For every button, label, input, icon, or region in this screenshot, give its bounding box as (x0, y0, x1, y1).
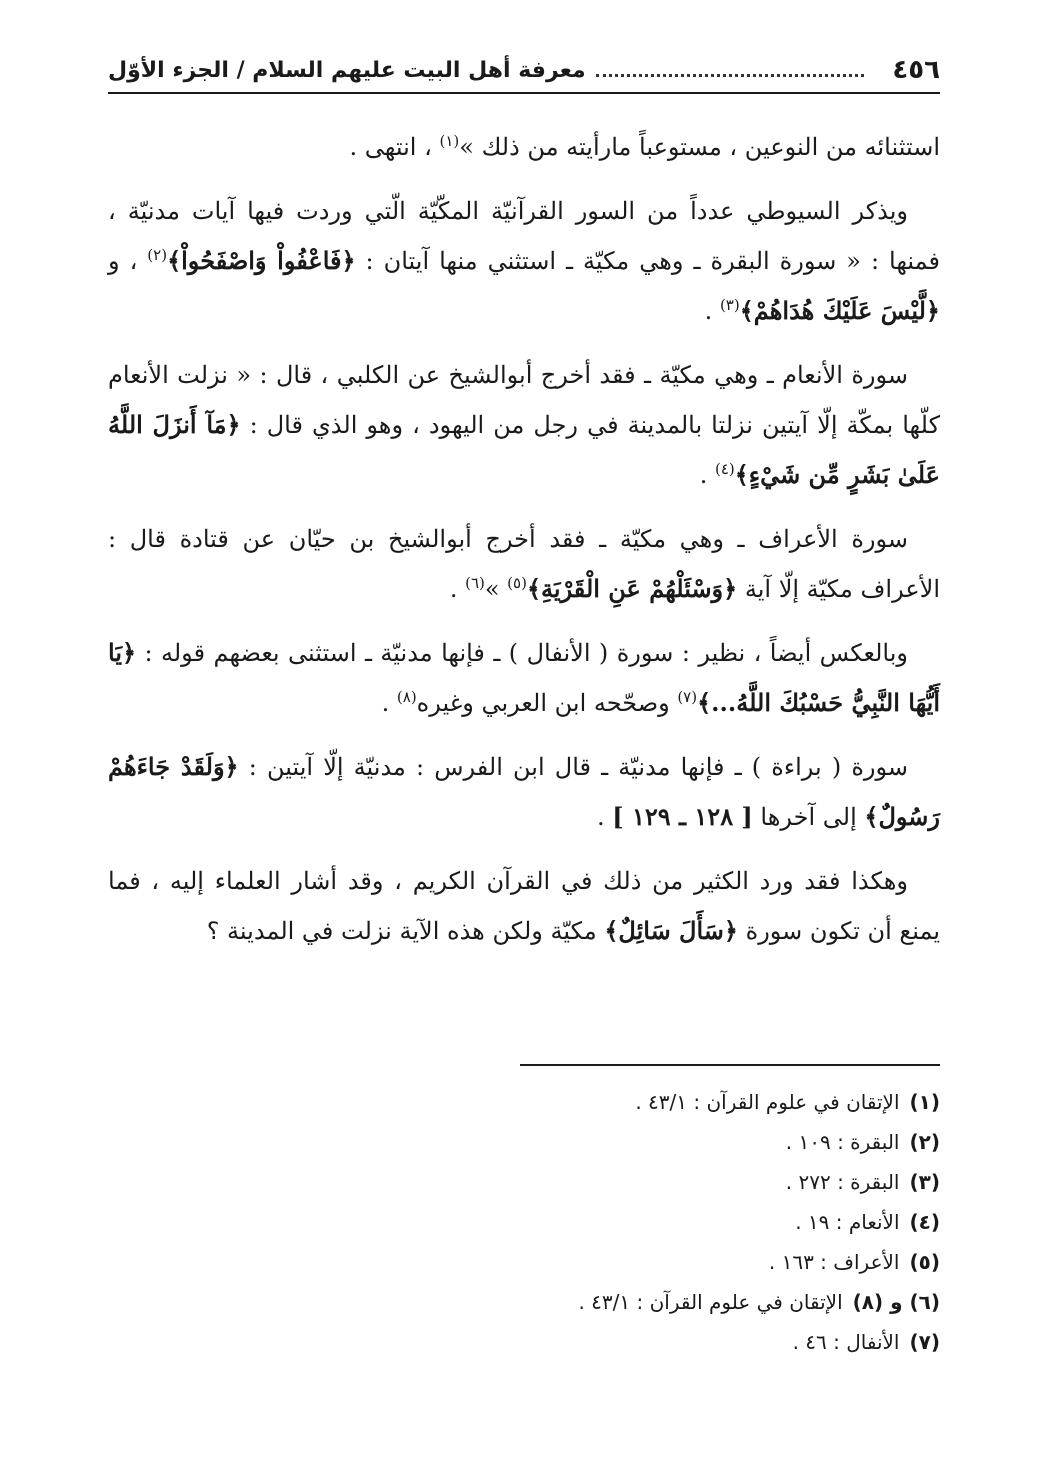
footnote (108, 1162, 940, 1202)
paragraph (108, 350, 940, 500)
footnote-ref: (٨) (396, 688, 417, 706)
body-text-run: سورة الأنعام ـ وهي مكيّة ـ فقد أخرج أبوالشيخ عن الكلبي ، قال : « نزلت الأنعام كلّها بمكّة إلّا آيتين نزلتا بالمدينة في رجل من اليهود ، وهو الذي قال : (108, 361, 940, 439)
body-text-run: . (449, 575, 466, 603)
dot-leader (596, 74, 865, 77)
quran-verse: ﴿مَآ أَنزَلَ اللَّهُ عَلَىٰ بَشَرٍ مِّن شَيْءٍ﴾ (108, 410, 940, 489)
body-text-run: وهكذا فقد ورد الكثير من ذلك في القرآن الكريم ، وقد أشار العلماء إليه ، فما يمنع أن تكون سورة (108, 867, 940, 945)
footnote-number: (٦) و (٨) (852, 1290, 940, 1314)
footnote-ref: (١) (439, 132, 460, 150)
body-text-run: . (704, 297, 720, 325)
footnote (108, 1282, 940, 1322)
body-text-run: ، و (108, 247, 148, 275)
footnote-text: الإتقان في علوم القرآن : ٤٣/١ . (635, 1090, 900, 1114)
footnote-text: البقرة : ٢٧٢ . (785, 1170, 900, 1194)
quran-verse: ﴿يَا أَيُّهَا النَّبِيُّ حَسْبُكَ اللَّهُ...﴾ (108, 638, 940, 717)
header-rule (108, 92, 940, 94)
footnote-number: (٤) (909, 1210, 940, 1234)
body-text-run: . (597, 803, 613, 831)
footnotes (108, 1082, 940, 1362)
footnote-number: (٧) (909, 1330, 940, 1354)
body-text-run: مكيّة ولكن هذه الآية نزلت في المدينة ؟ (206, 917, 605, 945)
body-text-run: استثنائه من النوعين ، مستوعباً مارأيته من ذلك » (459, 133, 940, 161)
footnote-text: البقرة : ١٠٩ . (785, 1130, 900, 1154)
quran-verse: ﴿لَّيْسَ عَلَيْكَ هُدَاهُمْ﴾ (739, 296, 940, 325)
page-header (108, 50, 940, 90)
body-text-run: وبالعكس أيضاً ، نظير : سورة ( الأنفال ) ـ فإنها مدنيّة ـ استثنى بعضهم قوله : (136, 639, 908, 667)
paragraph (108, 856, 940, 956)
footnote-number: (٥) (909, 1250, 940, 1274)
footnote (108, 1082, 940, 1122)
paragraph (108, 186, 940, 336)
footnote-ref: (٣) (719, 296, 740, 314)
footnote-ref: (٢) (147, 246, 168, 264)
body-text-run: وصحّحه ابن العربي وغيره (416, 689, 678, 717)
body-text-run: ، انتهى . (349, 133, 440, 161)
page-number: ٤٥٦ (892, 55, 940, 85)
body-text-run: سورة الأعراف ـ وهي مكيّة ـ فقد أخرج أبوالشيخ بن حيّان عن قتادة قال : الأعراف مكيّة إلّا آية (108, 525, 940, 603)
footnote (108, 1202, 940, 1242)
paragraph (108, 514, 940, 614)
footnote-ref: (٤) (714, 460, 735, 478)
footnote-text: الإتقان في علوم القرآن : ٤٣/١ . (578, 1290, 843, 1314)
paragraph (108, 122, 940, 172)
footnote-text: الأنفال : ٤٦ . (792, 1330, 900, 1354)
footnote-separator (520, 1064, 940, 1066)
paragraph (108, 628, 940, 728)
footnote-number: (٢) (909, 1130, 940, 1154)
quran-verse: ﴿سَأَلَ سَائِلٌ﴾ (604, 916, 738, 945)
quran-verse: ﴿وَسْئَلْهُمْ عَنِ الْقَرْيَةِ﴾ (526, 574, 738, 603)
quran-verse: ﴿وَلَقَدْ جَاءَهُمْ رَسُولٌ﴾ (108, 752, 940, 831)
footnote-ref: (٧) (677, 688, 698, 706)
body-text-run: ويذكر السيوطي عدداً من السور القرآنيّة المكّيّة الّتي وردت فيها آيات مدنيّة ، فمنها : « سورة البقرة ـ وهي مكيّة ـ استثني منها آيتان : (108, 197, 940, 275)
quran-verse: ﴿فَاعْفُواْ وَاصْفَحُواْ﴾ (167, 246, 356, 275)
body-text (108, 122, 940, 970)
body-text-run: . (699, 461, 715, 489)
footnote (108, 1242, 940, 1282)
footnote (108, 1122, 940, 1162)
footnote-number: (١) (909, 1090, 940, 1114)
footnote-ref: (٦) (465, 574, 485, 592)
footnote-number: (٣) (909, 1170, 940, 1194)
footnote-ref: (٥) (507, 574, 527, 592)
quran-verse: [ ١٢٨ ـ ١٢٩ ] (612, 802, 753, 831)
body-text-run: سورة ( براءة ) ـ فإنها مدنيّة ـ قال ابن الفرس : مدنيّة إلّا آيتين : (238, 753, 908, 781)
footnote (108, 1322, 940, 1362)
body-text-run: . (381, 689, 397, 717)
footnote-text: الأعراف : ١٦٣ . (768, 1250, 900, 1274)
running-title: معرفة أهل البيت عليهم السلام / الجزء الأوّل (108, 57, 586, 83)
paragraph (108, 742, 940, 842)
body-text-run: » (484, 575, 508, 603)
footnote-text: الأنعام : ١٩ . (795, 1210, 900, 1234)
body-text-run: إلى آخرها (752, 803, 865, 831)
